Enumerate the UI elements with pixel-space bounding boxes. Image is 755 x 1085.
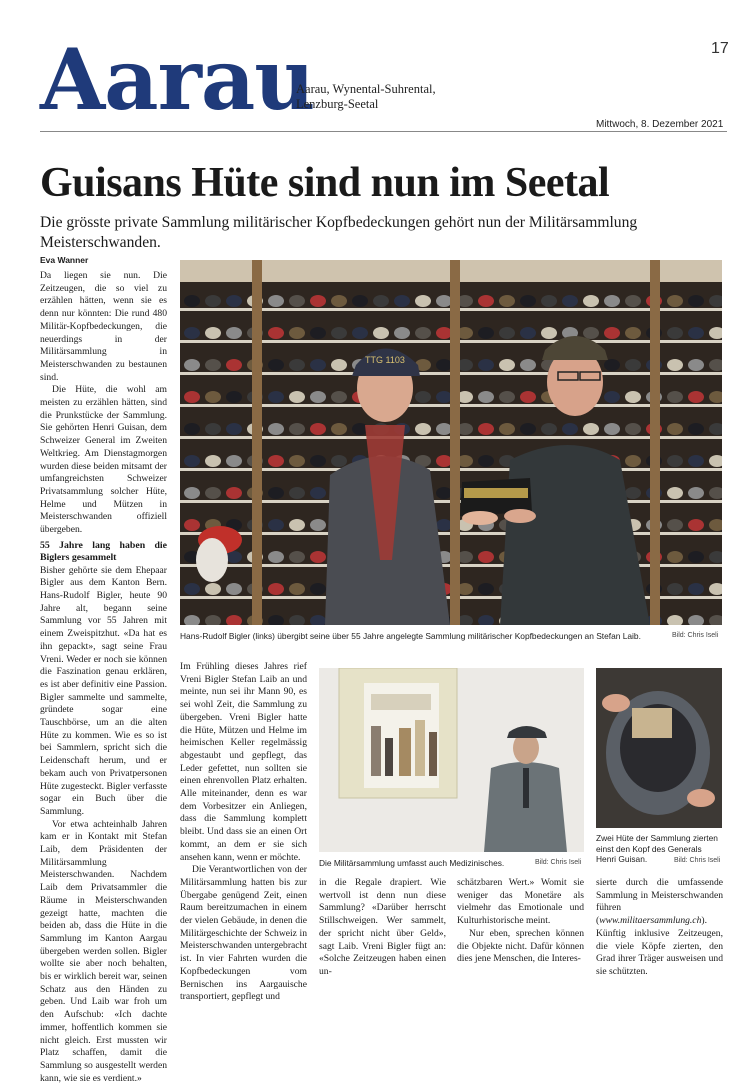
hat-on-shelf — [688, 327, 704, 339]
hat-on-shelf — [688, 487, 704, 499]
cabinet-photo-caption: Die Militärsammlung umfasst auch Medizinisches. — [319, 858, 505, 868]
hat-on-shelf — [436, 455, 452, 467]
main-photo-caption: Hans-Rudolf Bigler (links) übergibt seine über 55 Jahre angelegte Sammlung militärischer Kopfbedeckungen an Stefan Laib. — [180, 631, 641, 641]
hat-on-shelf — [184, 583, 200, 595]
hat-on-shelf — [499, 359, 515, 371]
hat-on-shelf — [205, 391, 221, 403]
hat-on-shelf — [478, 423, 494, 435]
hat-on-shelf — [310, 551, 326, 563]
hat-on-shelf — [289, 327, 305, 339]
hat-on-shelf — [688, 423, 704, 435]
hat-on-shelf — [499, 391, 515, 403]
hat-on-shelf — [583, 327, 599, 339]
hats-photo — [596, 668, 722, 828]
col1-paragraph-4: Vor etwa achteinhalb Jahren kam er in Kontakt mit Stefan Laib, dem Präsidenten der Militärsammlung Meisterschwanden. Nachdem Laib dem Privatsammler die Räume in Meisterschwanden gezeigt hatte, machten die beiden ab, dass die Hüte in die Sammlung im Kanton Aargau übergeben werden sollen. Bigler wollte sie aber noch behalten, bis er wirklich bereit war, seinen Schatz aus den Händen zu geben. Und Laib war froh um den Aufschub: «Ich dachte immer, hoffentlich kommen sie nicht gleich. Erst mussten wir Platz schaffen, damit die Sammlung so ausgestellt werden kann, wie sie es verdient.» — [40, 818, 167, 1084]
hat-on-shelf — [205, 359, 221, 371]
hat-on-shelf — [520, 359, 536, 371]
main-photo-credit: Bild: Chris Iseli — [672, 632, 719, 639]
hat-on-shelf — [667, 455, 683, 467]
cap-left-label: TTG 1103 — [365, 355, 405, 365]
hat-on-shelf — [268, 391, 284, 403]
hat-on-shelf — [373, 327, 389, 339]
col4-paragraph-1: schätzbaren Wert.» Womit sie weniger das Monetäre als vielmehr das Emotionale und Kulturhistorische meint. — [457, 877, 584, 927]
cabinet-photo — [319, 668, 584, 852]
col1-paragraph-1: Da liegen sie nun. Die Zeitzeugen, die so viel zu erzählen hätten, wenn sie es denn nur könnten: Die rund 480 Militär-Kopfbedeckungen, die neuerdings in der Militärsammlung in Meisterschwanden zu bestaunen sind. — [40, 270, 167, 383]
hat-on-shelf — [478, 551, 494, 563]
hat-on-shelf — [604, 391, 620, 403]
hat-on-shelf — [289, 455, 305, 467]
col1-subheading: 55 Jahre lang haben die Biglers gesammelt — [40, 539, 167, 564]
regions-line-2: Lenzburg-Seetal — [296, 97, 379, 111]
hat-on-shelf — [625, 295, 641, 307]
hat-on-shelf — [436, 391, 452, 403]
main-photo-illustration — [180, 260, 722, 625]
col1-paragraph-2: Die Hüte, die wohl am meisten zu erzählen hätten, sind die Prunkstücke der Sammlung. Sie gehörten Henri Guisan, dem Schweizer General im Zweiten Weltkrieg. Am Dienstagmorgen wurden diese beiden mitsamt der umfangreichsten Schweizer Privatsammlung solcher Hüte, Helme und Mützen in Meisterschwanden offiziell übergeben. — [40, 384, 167, 536]
masthead-regions — [296, 82, 436, 112]
hat-on-shelf — [667, 423, 683, 435]
hat-on-shelf — [688, 519, 704, 531]
hat-on-shelf — [688, 455, 704, 467]
issue-date: Mittwoch, 8. Dezember 2021 — [596, 119, 724, 130]
main-photo — [180, 260, 722, 625]
hat-on-shelf — [289, 551, 305, 563]
hat-on-shelf — [688, 359, 704, 371]
hat-on-shelf — [667, 519, 683, 531]
headline: Guisans Hüte sind nun im Seetal — [40, 160, 610, 206]
hat-on-shelf — [541, 423, 557, 435]
hat-on-shelf — [373, 295, 389, 307]
hat-on-shelf — [310, 455, 326, 467]
hat-on-shelf — [226, 391, 242, 403]
col5-text-b: ). Künftig inklusive Zeitzeugen, die viele Köpfe zierten, den Grad ihrer Träger ausweisen und sie schützten. — [596, 915, 723, 977]
hat-on-shelf — [184, 455, 200, 467]
column-4 — [457, 877, 584, 966]
hat-on-shelf — [415, 327, 431, 339]
hat-on-shelf — [289, 391, 305, 403]
hat-on-shelf — [205, 295, 221, 307]
hat-on-shelf — [541, 327, 557, 339]
hat-on-shelf — [604, 423, 620, 435]
hat-on-shelf — [478, 295, 494, 307]
hat-on-shelf — [289, 519, 305, 531]
wood-post-right — [650, 260, 660, 625]
hat-on-shelf — [226, 487, 242, 499]
hats-caption-line-1: Zwei Hüte der Sammlung zierten — [596, 833, 718, 843]
hat-on-shelf — [310, 295, 326, 307]
hat-on-shelf — [184, 295, 200, 307]
hat-on-shelf — [352, 295, 368, 307]
col4-paragraph-2: Nur eben, sprechen können die Objekte nicht. Dafür können dies jene Menschen, die Interes- — [457, 927, 584, 965]
hat-on-shelf — [436, 519, 452, 531]
col2-paragraph-1: Im Frühling dieses Jahres rief Vreni Bigler Stefan Laib an und meinte, nun sei ihr Mann 90, es sei wohl Zeit, die Sammlung zu übergeben. Vreni Bigler hatte die Hüte, Mützen und Helme im heimischen Keller regelmässig abgestaubt und gepflegt, das Leder gefettet, nun sollten sie einen ehrenvollen Platz erhalten. Alle miteinander, denn es war dem Vorbesitzer ein Anliegen, dass die Sammlung komplett bleibt. Und dass sie an einen Ort kommt, an dem er sie sich ansehen kann, wenn er möchte. — [180, 661, 307, 863]
hat-on-shelf — [604, 295, 620, 307]
hats-photo-credit: Bild: Chris Iseli — [674, 857, 721, 864]
cabinet-photo-credit: Bild: Chris Iseli — [535, 859, 582, 866]
hat-on-shelf — [520, 327, 536, 339]
hat-on-shelf — [478, 583, 494, 595]
hat-on-shelf — [415, 423, 431, 435]
hat-on-shelf — [625, 327, 641, 339]
hat-on-shelf — [310, 423, 326, 435]
hat-on-shelf — [667, 359, 683, 371]
hat-on-shelf — [226, 583, 242, 595]
column-3 — [319, 877, 446, 979]
hat-on-shelf — [205, 423, 221, 435]
hat-on-shelf — [310, 359, 326, 371]
hat-on-shelf — [205, 487, 221, 499]
hat-on-shelf — [268, 519, 284, 531]
hat-on-shelf — [184, 359, 200, 371]
hat-on-shelf — [226, 359, 242, 371]
hat-on-shelf — [520, 391, 536, 403]
hat-on-shelf — [268, 455, 284, 467]
hat-on-shelf — [688, 391, 704, 403]
hat-on-shelf — [310, 327, 326, 339]
hat-on-shelf — [415, 295, 431, 307]
hat-on-shelf — [331, 295, 347, 307]
hat-on-shelf — [604, 327, 620, 339]
hat-on-shelf — [667, 327, 683, 339]
cap-label — [632, 708, 672, 738]
masthead-title: Aarau — [40, 30, 315, 129]
hat-on-shelf — [205, 327, 221, 339]
hat-on-shelf — [688, 295, 704, 307]
hat-on-shelf — [289, 487, 305, 499]
hat-on-shelf — [268, 423, 284, 435]
hat-on-shelf — [667, 551, 683, 563]
header-rule — [40, 131, 727, 132]
hat-on-shelf — [436, 327, 452, 339]
hat-on-shelf — [226, 295, 242, 307]
hat-on-shelf — [499, 423, 515, 435]
hat-on-shelf — [205, 455, 221, 467]
hat-on-shelf — [688, 583, 704, 595]
col5-paragraph-1 — [596, 877, 723, 979]
hat-on-shelf — [625, 423, 641, 435]
column-5 — [596, 877, 723, 979]
hat-on-shelf — [688, 551, 704, 563]
col1-paragraph-3: Bisher gehörte sie dem Ehepaar Bigler aus dem Kanton Bern. Hans-Rudolf Bigler, heute 90 Jahre alt, begann seine Sammlung vor 55 Jahren mit einem Zweispitzhut. «Da hat es ihn gepackt», sagt seine Frau Vreni. Weder er noch sie können die Faszination genau erklären, es ist aber definitiv eine Passion. Bigler sammelte und sammelte, gründete sogar eine Tauschbörse, um an die alten Hüte zu kommen. Wie es so ist bei Sammlern, spricht sich die Leidenschaft herum, und er bekam auch von Privatpersonen Hüte zugesteckt. Bigler verfasste sogar ein Buch über die Sammlung. — [40, 564, 167, 817]
hat-on-shelf — [331, 455, 347, 467]
hat-on-shelf — [436, 423, 452, 435]
wood-post-center — [450, 260, 460, 625]
hat-on-shelf — [478, 359, 494, 371]
hat-on-shelf — [604, 359, 620, 371]
white-plume — [196, 538, 228, 582]
hat-on-shelf — [562, 295, 578, 307]
hat-on-shelf — [184, 519, 200, 531]
hat-on-shelf — [268, 359, 284, 371]
hat-on-shelf — [268, 487, 284, 499]
lead-paragraph: Die grösste private Sammlung militärischer Kopfbedeckungen gehört nun der Militärsammlung Meisterschwanden. — [40, 214, 638, 251]
hat-on-shelf — [625, 487, 641, 499]
col5-text-a: sierte durch die umfassende Sammlung in Meisterschwanden führen ( — [596, 877, 723, 927]
author-byline: Eva Wanner — [40, 255, 89, 265]
cabinet-illustration — [319, 668, 584, 852]
hat-on-shelf — [268, 327, 284, 339]
hat-on-shelf — [541, 295, 557, 307]
hat-on-shelf — [478, 391, 494, 403]
hat-on-shelf — [331, 423, 347, 435]
hat-on-shelf — [499, 295, 515, 307]
hat-on-shelf — [226, 327, 242, 339]
hat-on-shelf — [667, 295, 683, 307]
hat-on-shelf — [289, 295, 305, 307]
hats-caption-line-3: Henri Guisan. — [596, 854, 648, 865]
hat-on-shelf — [268, 551, 284, 563]
page-number: 17 — [711, 40, 729, 57]
wood-post-left — [252, 260, 262, 625]
hat-on-shelf — [583, 423, 599, 435]
hat-on-shelf — [268, 583, 284, 595]
hat-on-shelf — [667, 487, 683, 499]
col3-paragraph-1: in die Regale drapiert. Wie wertvoll ist denn nun diese Sammlung? «Darüber herrscht Stillschweigen. Wer sammelt, der spricht nicht über Geld», sagt Laib. Vreni Bigler fügt an: «Solche Zeitzeugen haben einen un- — [319, 877, 446, 977]
hat-on-shelf — [394, 327, 410, 339]
hat-on-shelf — [520, 423, 536, 435]
hat-on-shelf — [667, 391, 683, 403]
hat-on-shelf — [394, 295, 410, 307]
hat-on-shelf — [667, 583, 683, 595]
hat-on-shelf — [436, 295, 452, 307]
hat-on-shelf — [310, 519, 326, 531]
hat-on-shelf — [415, 391, 431, 403]
hat-on-shelf — [289, 423, 305, 435]
hat-on-shelf — [289, 359, 305, 371]
hat-on-shelf — [625, 359, 641, 371]
col2-paragraph-2: Die Verantwortlichen von der Militärsammlung hatten bis zur Übergabe genügend Zeit, einen Raum bereitzumachen in einem der vielen Gebäude, in denen die Militärgeschichte der Schweiz in Meisterschwanden untergebracht ist. In vier Fahrten wurden die Kopfbedeckungen vom Bernischen ins Aargauische transportiert, gepflegt und — [180, 864, 307, 1003]
hat-on-shelf — [184, 391, 200, 403]
hat-on-shelf — [625, 391, 641, 403]
hat-on-shelf — [184, 487, 200, 499]
hat-on-shelf — [625, 455, 641, 467]
hats-illustration — [596, 668, 722, 828]
hat-on-shelf — [184, 423, 200, 435]
hat-on-shelf — [184, 327, 200, 339]
hat-on-shelf — [289, 583, 305, 595]
hat-on-shelf — [436, 487, 452, 499]
hat-on-shelf — [310, 583, 326, 595]
column-2 — [180, 661, 307, 1004]
hat-on-shelf — [499, 327, 515, 339]
hat-on-shelf — [352, 327, 368, 339]
hat-on-shelf — [478, 455, 494, 467]
hat-on-shelf — [478, 327, 494, 339]
hat-on-shelf — [226, 455, 242, 467]
hats-caption-line-2: einst den Kopf des Generals — [596, 843, 702, 854]
hat-on-shelf — [562, 423, 578, 435]
column-1 — [40, 270, 167, 1085]
hat-on-shelf — [331, 391, 347, 403]
hat-on-shelf — [226, 423, 242, 435]
hat-on-shelf — [331, 327, 347, 339]
hat-on-shelf — [205, 583, 221, 595]
hat-on-shelf — [520, 295, 536, 307]
militaersammlung-link[interactable]: www.militaersammlung.ch — [599, 915, 702, 927]
hat-on-shelf — [268, 295, 284, 307]
hat-on-shelf — [331, 359, 347, 371]
hat-on-shelf — [436, 359, 452, 371]
hat-on-shelf — [310, 487, 326, 499]
regions-line-1: Aarau, Wynental-Suhrental, — [296, 82, 436, 96]
hat-on-shelf — [583, 295, 599, 307]
hat-on-shelf — [310, 391, 326, 403]
